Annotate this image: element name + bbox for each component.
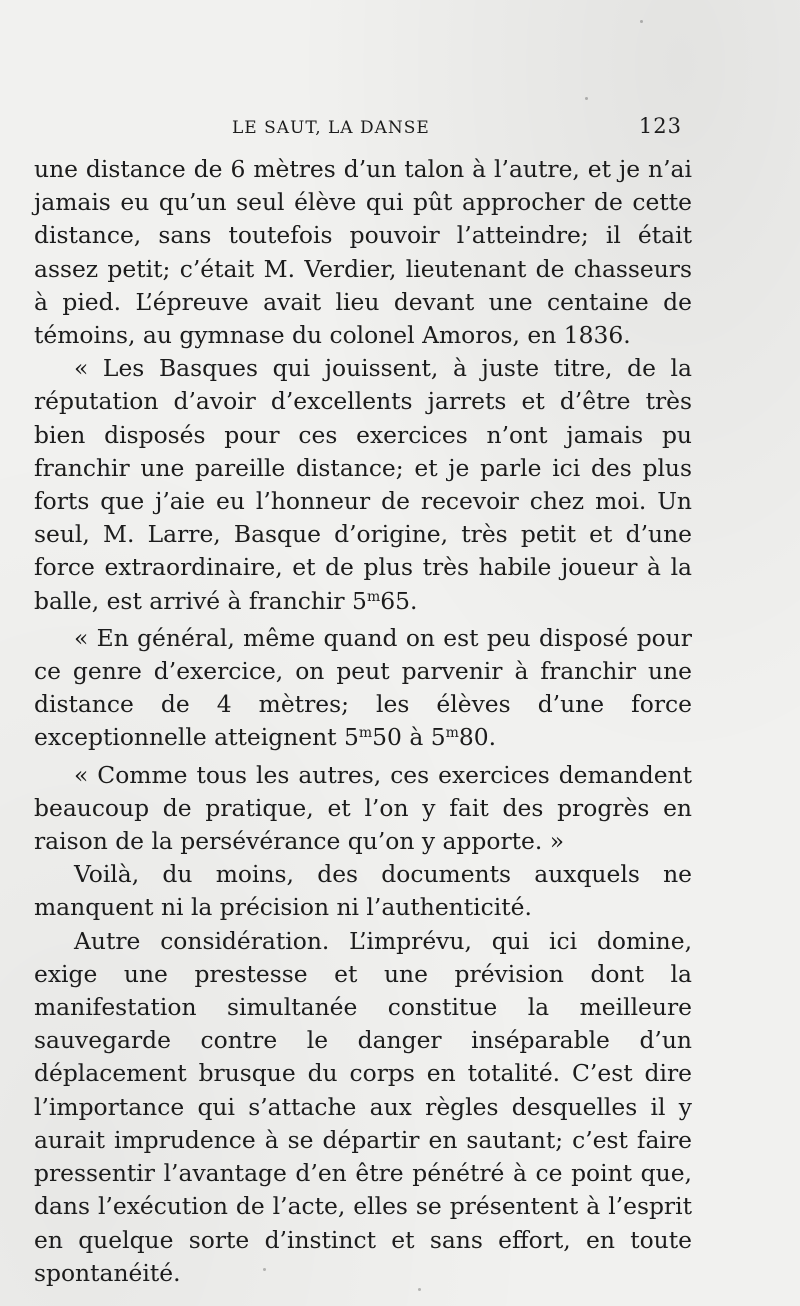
paragraph: « Les Basques qui jouissent, à juste titre, de la réputation d’avoir d’excellents jarrets et d’être très bien disposés pour ces exercices n’ont jamais pu franchir une pareille distance; et je parle ici des plus forts que j’aie eu l’honneur de recevoir chez moi. Un seul, M. Larre, Basque d’origine, très petit et d’une force extraordinaire, et de plus très habile joueur à la balle, est arrivé à franchir 5$^m$65.	[34, 354, 692, 615]
paragraph: Autre considération. L’imprévu, qui ici domine, exige une prestesse et une prévision dont la manifestation simultanée constitue la meilleure sauvegarde contre le danger inséparable d’un déplacement brusque du corps en totalité. C’est dire l’importance qui s’attache aux règles desquelles il y aurait imprudence à se départir en sautant; c’est faire pressentir l’avantage d’en être pénétré à ce point que, dans l’exécution de l’acte, elles se présentent à l’esprit en quelque sorte d’instinct et sans effort, en toute spontanéité.	[34, 926, 692, 1287]
paper-speck	[418, 1288, 421, 1291]
paper-speck	[640, 20, 643, 23]
page-number: 123	[638, 114, 682, 138]
body-text	[34, 153, 692, 1290]
paper-speck	[263, 1268, 266, 1271]
paragraph: « Comme tous les autres, ces exercices demandent beaucoup de pratique, et l’on y fait des progrès en raison de la persévérance qu’on y apporte. »	[34, 760, 692, 856]
page-header	[232, 114, 682, 144]
paper-speck	[585, 97, 588, 100]
paragraph: « En général, même quand on est peu disposé pour ce genre d’exercice, on peut parvenir à franchir une distance de 4 mètres; les élèves d’une force exceptionnelle atteignent 5$^m$50 à 5$^m$80.	[34, 623, 692, 752]
running-title: LE SAUT, LA DANSE	[232, 118, 430, 138]
paragraph: Voilà, du moins, des documents auxquels ne manquent ni la précision ni l’authenticité.	[34, 860, 692, 922]
paragraph: une distance de 6 mètres d’un talon à l’autre, et je n’ai jamais eu qu’un seul élève qui pût approcher de cette distance, sans toutefois pouvoir l’atteindre; il était assez petit; c’était M. Verdier, lieutenant de chasseurs à pied. L’épreuve avait lieu devant une centaine de témoins, au gymnase du colonel Amoros, en 1836.	[34, 155, 692, 350]
